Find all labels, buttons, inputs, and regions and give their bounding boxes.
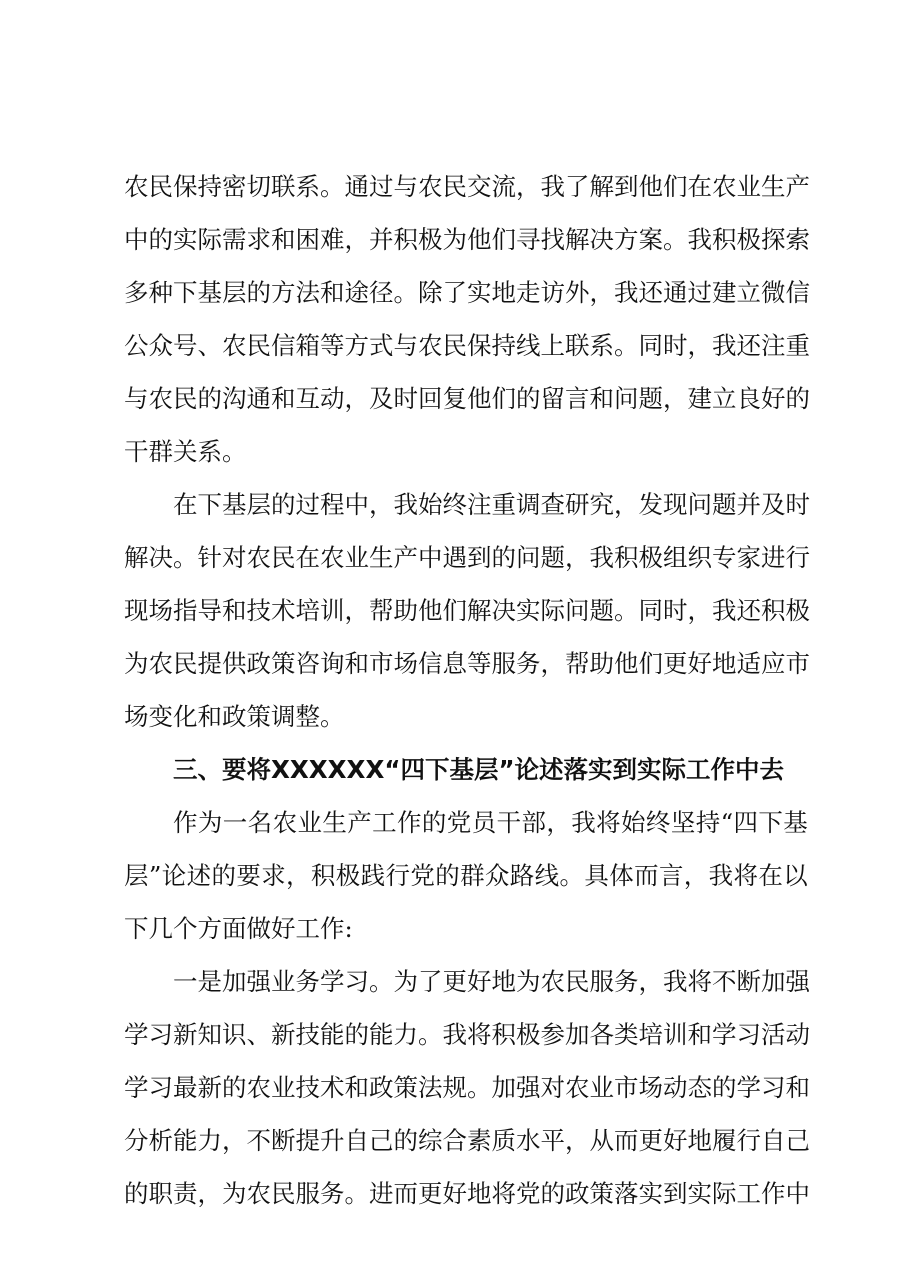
text-line: 层 ” 论 述 的 要 求 ， 积 极 践 行 党 的 群 众 路 线 。 具 体 而 言 ， 我 将 在 以 (124, 861, 808, 890)
text-line: 与 农 民 的 沟 通 和 互 动 ， 及 时 回 复 他 们 的 留 言 和 问 题 ， 建 立 良 好 的 (124, 384, 810, 413)
text-line: 农 民 保 持 密 切 联 系 。 通 过 与 农 民 交 流 ， 我 了 解 到 他 们 在 农 业 生 产 (124, 172, 810, 201)
text-line: 学 习 新 知 识 、 新 技 能 的 能 力 。 我 将 积 极 参 加 各 类 培 训 和 学 习 活 动 (124, 1020, 810, 1049)
text-line: 学 习 最 新 的 农 业 技 术 和 政 策 法 规 。 加 强 对 农 业 市 场 动 态 的 学 习 和 (124, 1073, 810, 1102)
section-heading: 三、要将XXXXXX“四下基层”论述落实到实际工作中去 (173, 755, 785, 784)
text-line: 作 为 一 名 农 业 生 产 工 作 的 党 员 干 部 ， 我 将 始 终 坚 持 “ 四 下 基 (173, 808, 808, 837)
text-line: 多 种 下 基 层 的 方 法 和 途 径 。 除 了 实 地 走 访 外 ， 我 还 通 过 建 立 微 信 (124, 278, 810, 307)
text-line: 一 是 加 强 业 务 学 习 。 为 了 更 好 地 为 农 民 服 务 ， 我 将 不 断 加 强 (173, 967, 810, 996)
text-line: 公 众 号 、 农 民 信 箱 等 方 式 与 农 民 保 持 线 上 联 系 。 同 时 ， 我 还 注 重 (124, 331, 810, 360)
text-line: 场变化和政策调整。 (124, 702, 345, 731)
text-line: 干群关系。 (124, 437, 247, 466)
text-line: 中 的 实 际 需 求 和 困 难 ， 并 积 极 为 他 们 寻 找 解 决 方 案 。 我 积 极 探 索 (124, 225, 810, 254)
text-line: 的 职 责 ， 为 农 民 服 务 。 进 而 更 好 地 将 党 的 政 策 落 实 到 实 际 工 作 中 (124, 1179, 810, 1208)
text-line: 为 农 民 提 供 政 策 咨 询 和 市 场 信 息 等 服 务 ， 帮 助 他 们 更 好 地 适 应 市 (124, 649, 810, 678)
text-line: 分 析 能 力 ， 不 断 提 升 自 己 的 综 合 素 质 水 平 ， 从 而 更 好 地 履 行 自 己 (124, 1126, 810, 1155)
document-body (124, 160, 808, 1220)
text-line: 解 决 。 针 对 农 民 在 农 业 生 产 中 遇 到 的 问 题 ， 我 积 极 组 织 专 家 进 行 (124, 543, 810, 572)
text-line: 下几个方面做好工作: (124, 914, 353, 943)
text-line: 在 下 基 层 的 过 程 中 ， 我 始 终 注 重 调 查 研 究 ， 发 现 问 题 并 及 时 (173, 490, 810, 519)
text-line: 现 场 指 导 和 技 术 培 训 ， 帮 助 他 们 解 决 实 际 问 题 。 同 时 ， 我 还 积 极 (124, 596, 810, 625)
